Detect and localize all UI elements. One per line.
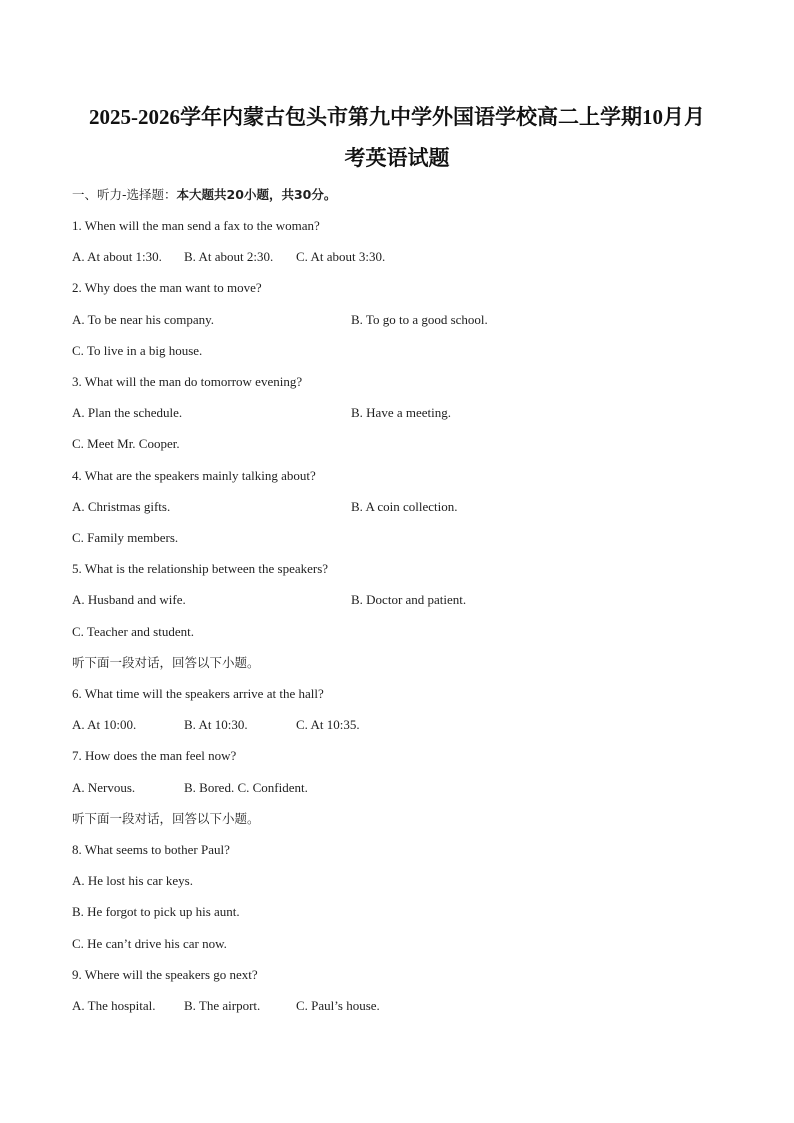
question-2: 2. Why does the man want to move? xyxy=(72,280,262,295)
q7-option-a: A. Nervous. xyxy=(72,780,136,795)
q2-option-b: B. To go to a good school. xyxy=(351,312,488,327)
question-8: 8. What seems to bother Paul? xyxy=(72,842,230,857)
q8-option-a: A. He lost his car keys. xyxy=(72,873,193,888)
q1-option-c: C. At about 3:30. xyxy=(296,249,386,264)
q7-option-bc: B. Bored. C. Confident. xyxy=(184,780,308,795)
q4-option-c: C. Family members. xyxy=(72,530,179,545)
section-prefix: 一、听力-选择题： xyxy=(72,187,177,202)
section-mid: 小题，共 xyxy=(243,187,294,202)
section-score: 30 xyxy=(293,187,312,202)
q9-option-c: C. Paul’s house. xyxy=(296,998,380,1013)
q2-option-c: C. To live in a big house. xyxy=(72,343,203,358)
q5-option-b: B. Doctor and patient. xyxy=(351,592,467,607)
q3-option-a: A. Plan the schedule. xyxy=(72,405,183,420)
q3-option-b: B. Have a meeting. xyxy=(351,405,451,420)
question-6: 6. What time will the speakers arrive at the hall? xyxy=(72,686,324,701)
q1-option-a: A. At about 1:30. xyxy=(72,249,162,264)
section-suffix: 分。 xyxy=(311,187,337,202)
listening-instruction-2: 听下面一段对话，回答以下小题。 xyxy=(72,811,260,826)
q9-option-b: B. The airport. xyxy=(184,998,261,1013)
question-1: 1. When will the man send a fax to the woman? xyxy=(72,218,320,233)
q4-option-b: B. A coin collection. xyxy=(351,499,458,514)
section-count-label: 本大题共 xyxy=(176,187,227,202)
q2-option-a: A. To be near his company. xyxy=(72,312,215,327)
q3-option-c: C. Meet Mr. Cooper. xyxy=(72,436,180,451)
listening-instruction-1: 听下面一段对话，回答以下小题。 xyxy=(72,655,260,670)
question-4: 4. What are the speakers mainly talking about? xyxy=(72,468,316,483)
question-7: 7. How does the man feel now? xyxy=(72,748,237,763)
section-heading xyxy=(72,186,336,204)
q8-option-c: C. He can’t drive his car now. xyxy=(72,936,227,951)
question-9: 9. Where will the speakers go next? xyxy=(72,967,258,982)
q1-option-b: B. At about 2:30. xyxy=(184,249,274,264)
q8-option-b: B. He forgot to pick up his aunt. xyxy=(72,904,240,919)
q5-option-a: A. Husband and wife. xyxy=(72,592,186,607)
section-count: 20 xyxy=(226,187,244,202)
exam-title-line-2: 考英语试题 xyxy=(344,146,450,170)
q5-option-c: C. Teacher and student. xyxy=(72,624,194,639)
q9-option-a: A. The hospital. xyxy=(72,998,156,1013)
question-5: 5. What is the relationship between the speakers? xyxy=(72,561,329,576)
q6-option-b: B. At 10:30. xyxy=(184,717,248,732)
q6-option-c: C. At 10:35. xyxy=(296,717,360,732)
question-3: 3. What will the man do tomorrow evening? xyxy=(72,374,303,389)
q6-option-a: A. At 10:00. xyxy=(72,717,137,732)
exam-title-line-1: 2025-2026学年内蒙古包头市第九中学外国语学校高二上学期10月月 xyxy=(89,105,705,129)
q4-option-a: A. Christmas gifts. xyxy=(72,499,171,514)
